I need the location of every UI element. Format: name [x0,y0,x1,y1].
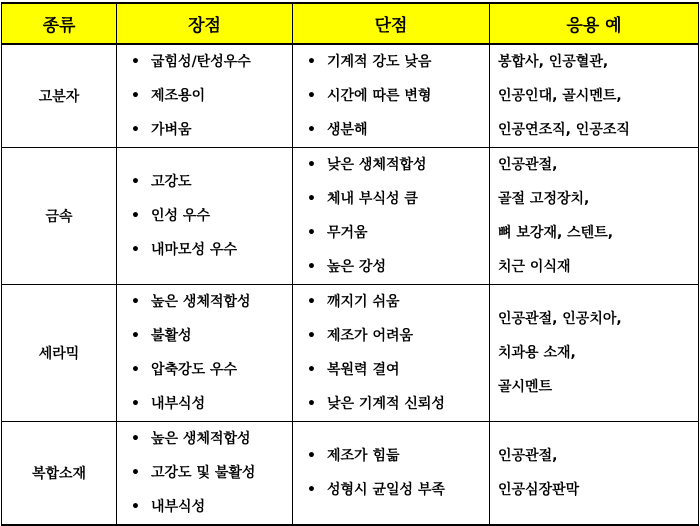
table-row-composite [2,422,699,526]
header-type: 종류 [2,3,117,44]
cons-item: • 낮은 기계적 신뢰성 [307,387,485,421]
cons-item: • 생분해 [307,113,485,147]
material-type: 금속 [2,148,117,285]
biomaterials-table [1,2,699,526]
header-apps: 응용 예 [490,3,699,44]
apps-cell [490,148,699,285]
apps-item: 인공관절, 인공치아, [498,311,622,327]
cons-item: • 높은 강성 [307,250,485,284]
pros-cell [117,148,293,285]
pros-item: • 높은 생체적합성 [131,285,288,319]
apps-item: 인공연조직, 인공조직 [498,122,630,138]
cons-item: • 체내 부식성 큼 [307,182,485,216]
cons-item: • 성형시 균일성 부족 [307,473,485,507]
apps-item: 인공관절, [498,157,558,173]
apps-item: 뼈 보강재, 스텐트, [498,225,614,241]
apps-cell [490,44,699,148]
pros-cell [117,285,293,422]
material-type: 복합소재 [2,422,117,526]
pros-item: • 제조용이 [131,79,288,113]
pros-item: • 가벼움 [131,113,288,147]
header-row [2,3,699,44]
pros-cell [117,422,293,526]
cons-cell [293,148,490,285]
apps-item: 인공관절, [498,448,558,464]
cons-item: • 제조가 어려움 [307,319,485,353]
cons-item: • 시간에 따른 변형 [307,79,485,113]
apps-item: 골절 고정장치, [498,191,590,207]
pros-item: • 인성 우수 [131,199,288,233]
pros-item: • 내마모성 우수 [131,233,288,267]
cons-cell [293,422,490,526]
pros-item: • 고강도 [131,165,288,199]
cons-item: • 무거움 [307,216,485,250]
pros-item: • 고강도 및 불활성 [131,456,288,490]
cons-item: • 제조가 힘듦 [307,439,485,473]
header-pros: 장점 [117,3,293,44]
header-cons: 단점 [293,3,490,44]
cons-item: • 낮은 생체적합성 [307,148,485,182]
apps-item: 치과용 소재, [498,345,576,361]
pros-cell [117,44,293,148]
cons-cell [293,44,490,148]
pros-item: • 내부식성 [131,387,288,421]
cons-cell [293,285,490,422]
apps-cell [490,285,699,422]
pros-item: • 높은 생체적합성 [131,422,288,456]
apps-item: 인공심장판막 [498,482,580,498]
pros-item: • 압축강도 우수 [131,353,288,387]
table-row-metal [2,148,699,285]
pros-item: • 굽힘성/탄성우수 [131,45,288,79]
apps-cell [490,422,699,526]
apps-item: 인공인대, 골시멘트, [498,88,622,104]
cons-item: • 기계적 강도 낮음 [307,45,485,79]
cons-item: • 깨지기 쉬움 [307,285,485,319]
material-type: 세라믹 [2,285,117,422]
table-row-polymer [2,44,699,148]
material-type: 고분자 [2,44,117,148]
pros-item: • 불활성 [131,319,288,353]
cons-item: • 복원력 결여 [307,353,485,387]
apps-item: 봉합사, 인공혈관, [498,54,609,70]
pros-item: • 내부식성 [131,490,288,524]
apps-item: 치근 이식재 [498,259,571,275]
table-row-ceramic [2,285,699,422]
apps-item: 골시멘트 [498,379,553,395]
